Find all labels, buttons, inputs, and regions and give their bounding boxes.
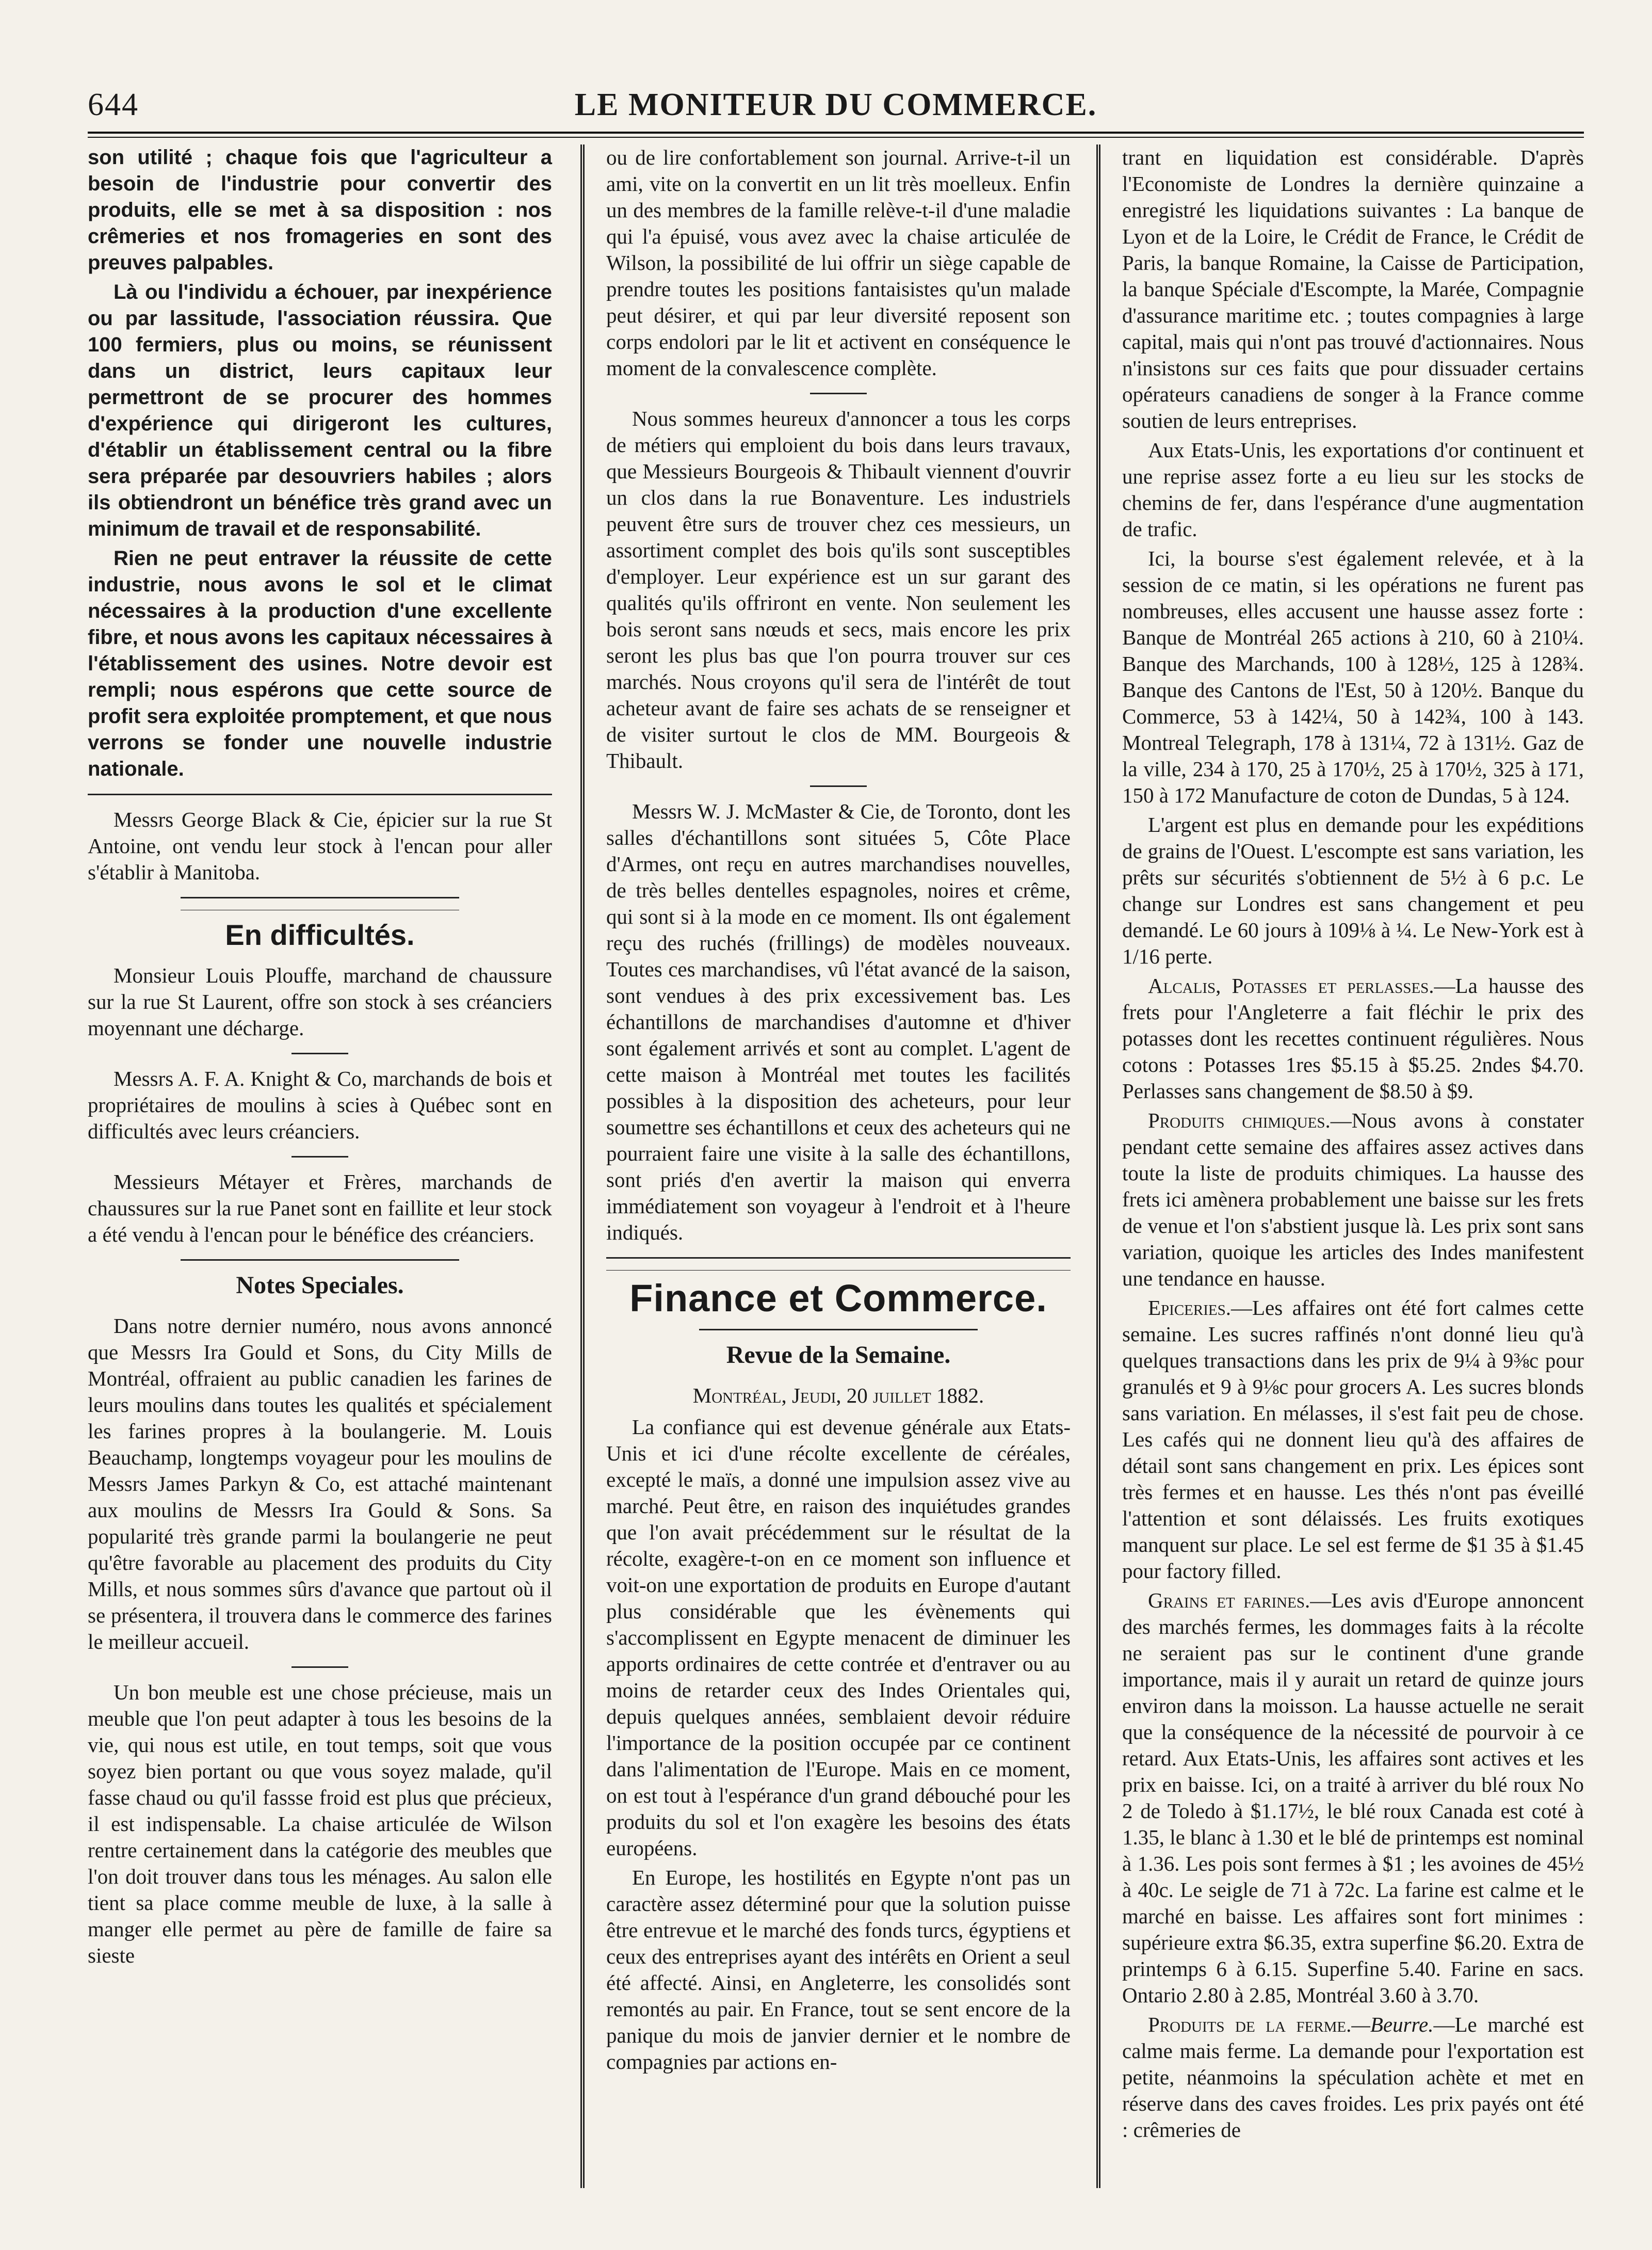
market-label: Produits chimiques. [1148,1108,1331,1132]
section-rule [699,1329,978,1330]
section-rule [88,794,552,795]
paragraph: Ici, la bourse s'est également relevée, et à la session de ce matin, si les opérations ne furent pas nombreuses, elles accusent une hausse assez forte : Banque de Montréal 265 actions à 210, 60 à 210¼. Banque des Marchands, 100 à 128½, 125 à 128¾. Banque des Cantons de l'Est, 50 à 120½. Banque du Commerce, 53 à 142¼, 50 à 142¾, 100 à 143. Montreal Telegraph, 178 à 131¼, 72 à 131½. Gaz de la ville, 234 à 170, 25 à 170½, 25 à 170½, 325 à 171, 150 à 172 Manufacture de coton de Dundas, 5 à 124. [1122,547,1584,807]
column-right [1122,144,1584,2188]
paragraph: En Europe, les hostilités en Egypte n'ont pas un caractère assez déterminé pour que la solution puisse être entrevue et le marché des fonds turcs, égyptiens et ceux des entreprises ayant des intérêts en Orient a seul été affecté. Ainsi, en Angleterre, les consolidés sont remontés au pair. En France, tout se sent encore de la panique du mois de janvier dernier et le nombre de compagnies par actions en- [606,1866,1071,2074]
paragraph: La confiance qui est devenue générale aux Etats-Unis et ici d'une récolte excellente de céréales, excepté le maïs, a donné une impulsion assez vive au marché. Peut être, en raison des inquiétudes grandes que l'on avait précédemment sur le résultat de la récolte, exagère-t-on en ce moment son influence et voit-on une exportation de produits en Europe d'autant plus considérable que les évènements qui s'accomplissent en Egypte menacent de diminuer les apports ordinaires de cette contrée et d'entraver ou au moins de retarder ceux des Indes Orientales qui, depuis quelques années, semblaient devoir réduire l'importance de la position occupée par ce continent dans l'alimentation de l'Europe. Mais en ce moment, on est tout à l'espérance d'un grand débouché pour les produits du sol et l'on exagère les besoins des états européens. [606,1415,1071,1860]
section-rule [181,897,459,898]
page-number: 644 [88,87,139,122]
market-text: —Nous avons à constater pendant cette semaine des affaires assez actives dans toute la liste de produits chimiques. La hausse des frets ici amènera probablement une baisse sur les frets de venue et l'on s'abstient jusque là. Les prix sont sans variation, quoique les articles des Indes manifestent une tendance en hausse. [1122,1108,1584,1290]
paragraph: ou de lire confortablement son journal. Arrive-t-il un ami, vite on la convertit en un lit très moelleux. Enfin un des membres de la famille relève-t-il d'une maladie qui l'a épuisé, vous avez avec la chaise articulée de Wilson, la possibilité de lui offrir un siège capable de prendre toutes les positions fantaisistes qu'un malade peut désirer, et qui par leur diversité reposent son corps endolori par le lit et activent en conséquence le moment de la convalescence complète. [606,146,1071,380]
column-divider [583,144,585,2188]
newspaper-page [88,83,1584,2188]
item-separator [810,785,867,787]
paragraph: Rien ne peut entraver la réussite de cette industrie, nous avons le sol et le climat nécessaires à la production d'une excellente fibre, et nous avons les capitaux nécessaires à l'établissement des usines. Notre devoir est rempli; nous espérons que cette source de profit sera exploitée promptement, et que nous verrons se fonder une nouvelle industrie nationale. [88,547,552,780]
column-divider [1099,144,1100,2188]
market-text: —La hausse des frets pour l'Angleterre a fait fléchir le prix des potasses dont les recettes continuent régulières. Nous cotons : Potasses 1res $5.15 à $5.25. 2ndes $4.70. Perlasses sans changement de $8.50 à $9. [1122,974,1584,1103]
paragraph: Messrs A. F. A. Knight & Co, marchands de bois et propriétaires de moulins à scies à Québec sont en difficultés avec leurs créanciers. [88,1067,552,1143]
header-rule-thin [88,137,1584,138]
column-divider [1096,144,1098,2188]
section-rule [181,1259,459,1261]
paragraph: Nous sommes heureux d'annoncer a tous les corps de métiers qui emploient du bois dans leurs travaux, que Messieurs Bourgeois & Thibault viennent d'ouvrir un clos dans la rue Bonaventure. Les industriels peuvent être surs de trouver chez ces messieurs, un assortiment complet des bois qu'ils sont susceptibles d'employer. Leur expérience est un sur garant des qualités qu'ils offriront en vente. Non seulement les bois seront sans nœuds et secs, mais encore les prix seront les plus bas que l'on pourra trouver sur ces marchés. Nous croyons qu'il sera de l'intérêt de tout acheteur avant de faire ses achats de se renseigner et de visiter surtout le clos de MM. Bourgeois & Thibault. [606,407,1071,773]
paragraph: trant en liquidation est considérable. D'après l'Economiste de Londres la dernière quinzaine a enregistré les liquidations suivantes : La banque de Lyon et de la Loire, le Crédit de France, le Crédit de Paris, la banque Romaine, la Caisse de Participation, la banque Spéciale d'Escompte, la Marée, Compagnie d'assurance maritime etc. ; toutes compagnies à large capital, mais qui n'ont pas trouvé d'actionnaires. Nous n'insistons sur ces faits que pour dissuader certains opérateurs canadiens de songer à la France comme soutien de leurs entreprises. [1122,146,1584,432]
market-text: —Les avis d'Europe annoncent des marchés fermes, les dommages faits à la récolte ne seraient pas sur le continent d'une grande importance, mais il y aurait un retard de quinze jours environ dans la moisson. La hausse actuelle ne serait que la conséquence de la nécessité de pourvoir à ce retard. Aux Etats-Unis, les affaires sont actives et les prix en baisse. Ici, on a traité à arriver du blé roux No 2 de Toledo à $1.17½, le blé roux Canada est coté à 1.35, le blanc à 1.30 et le blé de printemps est nominal à 1.36. Les pois sont fermes à $1 ; les avoines de 45½ à 40c. Le seigle de 71 à 72c. La farine est calme et le marché en baisse. Les affaires sont fort minimes : supérieure extra $6.35, extra superfine $6.20. Extra de printemps 6 à 6.15. Superfine 5.40. Farine en sacs. Ontario 2.80 à 2.85, Montréal 3.60 à 3.70. [1122,1588,1584,2007]
paragraph: L'argent est plus en demande pour les expéditions de grains de l'Ouest. L'escompte est sans variation, les prêts sur sécurités s'obtiennent de 5½ à 6 p.c. Le change sur Londres est sans changement et peu demandé. Le 60 jours à 109⅛ à ¼. Le New-York est à 1/16 perte. [1122,813,1584,968]
heading-notes-speciales: Notes Speciales. [236,1272,404,1299]
item-separator [291,1156,348,1158]
market-paragraph-alcalis [1122,973,1584,1104]
page-header [88,83,1584,129]
item-separator [291,1666,348,1668]
market-paragraph-ferme [1122,2012,1584,2143]
market-text: —Les affaires ont été fort calmes cette semaine. Les sucres raffinés n'ont donné lieu qu'à quelques transactions dans les prix de 9¼ à 9⅜c pour granulés et 9 à 9⅛c pour grocers A. Les sucres blonds sans variation. En mélasses, il s'est fait peu de chose. Les cafés qui ne donnent lieu qu'à des affaires de détail sont sans changement en prix. Les épices sont très fermes et en hausse. Les thés n'ont pas éveillé l'attention et sont délaissés. Les fruits exotiques manquent sur place. Le sel est ferme de $1 35 à $1.45 pour factory filled. [1122,1296,1584,1583]
heading-finance-et-commerce: Finance et Commerce. [629,1277,1047,1320]
paragraph: Là ou l'individu a échouer, par inexpérience ou par lassitude, l'association réussira. Que 100 fermiers, plus ou moins, se réunissent dans un district, leurs capitaux leur permettront de se procurer des hommes d'expérience qui dirigeront les cultures, d'établir un établissement central ou la fibre sera préparée par desouvriers habiles ; alors ils obtiendront un bénéfice très grand avec un minimum de travail et de responsabilité. [88,281,552,540]
section-rule [606,1257,1071,1259]
heading-en-difficultes: En difficultés. [225,919,415,951]
market-paragraph-epiceries [1122,1295,1584,1584]
market-label: Produits de la ferme. [1148,2013,1352,2036]
market-label: Grains et farines. [1148,1588,1310,1612]
column-middle [606,144,1071,2188]
column-divider [580,144,582,2188]
market-text: —Le marché est calme mais ferme. La demande pour l'exportation est petite, néanmoins la spéculation achète et met en réserve dans des caves froides. Les prix payés ont été : crêmeries de [1122,2013,1584,2142]
header-rule [88,132,1584,134]
market-paragraph-produits-chimiques [1122,1107,1584,1292]
item-separator [291,1053,348,1054]
market-label: Alcalis, Potasses et perlasses. [1148,974,1434,998]
column-left [88,144,552,2188]
paragraph: Messrs George Black & Cie, épicier sur la rue St Antoine, ont vendu leur stock à l'encan pour aller s'établir à Manitoba. [88,808,552,884]
paragraph: Aux Etats-Unis, les exportations d'or continuent et une reprise assez forte a eu lieu sur les stocks de chemins de fer, dans l'espérance d'une augmentation de trafic. [1122,438,1584,541]
item-separator [810,393,867,394]
heading-revue-de-la-semaine: Revue de la Semaine. [726,1341,951,1369]
publication-title: LE MONITEUR DU COMMERCE. [574,87,1097,122]
market-paragraph-grains [1122,1587,1584,2008]
paragraph: Messieurs Métayer et Frères, marchands de chaussures sur la rue Panet sont en faillite et leur stock a été vendu à l'encan pour le bénéfice des créanciers. [88,1170,552,1246]
paragraph: Messrs W. J. McMaster & Cie, de Toronto, dont les salles d'échantillons sont situées 5, Côte Place d'Armes, ont reçu en autres marchandises nouvelles, de très belles dentelles espagnoles, noires et crême, qui sont si à la mode en ce moment. Ils ont également reçu des ruchés (frillings) de modèles nouveaux. Toutes ces marchandises, vû l'état avancé de la saison, sont vendues à des prix excessivement bas. Les échantillons de marchandises d'automne et d'hiver sont également arrivés et sont au complet. L'agent de cette maison à Montréal met toutes les facilités possibles à la disposition des acheteurs, pour leur soumettre ses échantillons et ceux des acheteurs qui ne pourraient faire une visite à la salle des échantillons, sont priés d'en avertir la maison qui enverra immédiatement son voyageur à l'endroit et à l'heure indiqués. [606,799,1071,1244]
paragraph: Dans notre dernier numéro, nous avons annoncé que Messrs Ira Gould et Sons, du City Mills de Montréal, offraient au public canadien les farines de leurs moulins dans toutes les qualités et spécialement les farines propres à la boulangerie. M. Louis Beauchamp, longtemps voyageur pour les moulins de Messrs James Parkyn & Co, est attaché maintenant aux moulins de Messrs Ira Gould & Sons. Sa popularité très grande parmi la boulangerie ne peut qu'être favorable au placement des produits du City Mills, et nous sommes sûrs d'avance que partout où il se présentera, il trouvera dans le commerce des farines le meilleur accueil. [88,1314,552,1653]
paragraph: son utilité ; chaque fois que l'agriculteur a besoin de l'industrie pour convertir des produits, elle se met à sa disposition : nos crêmeries et nos fromageries en sont des preuves palpables. [88,146,552,274]
dateline: Montréal, Jeudi, 20 juillet 1882. [692,1384,984,1407]
market-label: Epiceries. [1148,1296,1231,1320]
market-sublabel: —Beurre. [1351,2013,1434,2036]
paragraph: Monsieur Louis Plouffe, marchand de chaussure sur la rue St Laurent, offre son stock à ses créanciers moyennant une décharge. [88,963,552,1040]
article-lin-conclusion [88,144,552,782]
paragraph: Un bon meuble est une chose précieuse, mais un meuble que l'on peut adapter à tous les besoins de la vie, qui nous est utile, en tout temps, soit que vous soyez bien portant ou que vous soyez malade, qu'il fasse chaud ou qu'il fassse froid est plus que précieux, il est indispensable. La chaise articulée de Wilson rentre certainement dans la catégorie des meubles que l'on doit trouver dans tous les ménages. Au salon elle tient sa place comme meuble de luxe, à la salle à manger elle permet au père de famille de faire sa sieste [88,1680,552,1967]
section-rule-thin [606,1270,1071,1271]
